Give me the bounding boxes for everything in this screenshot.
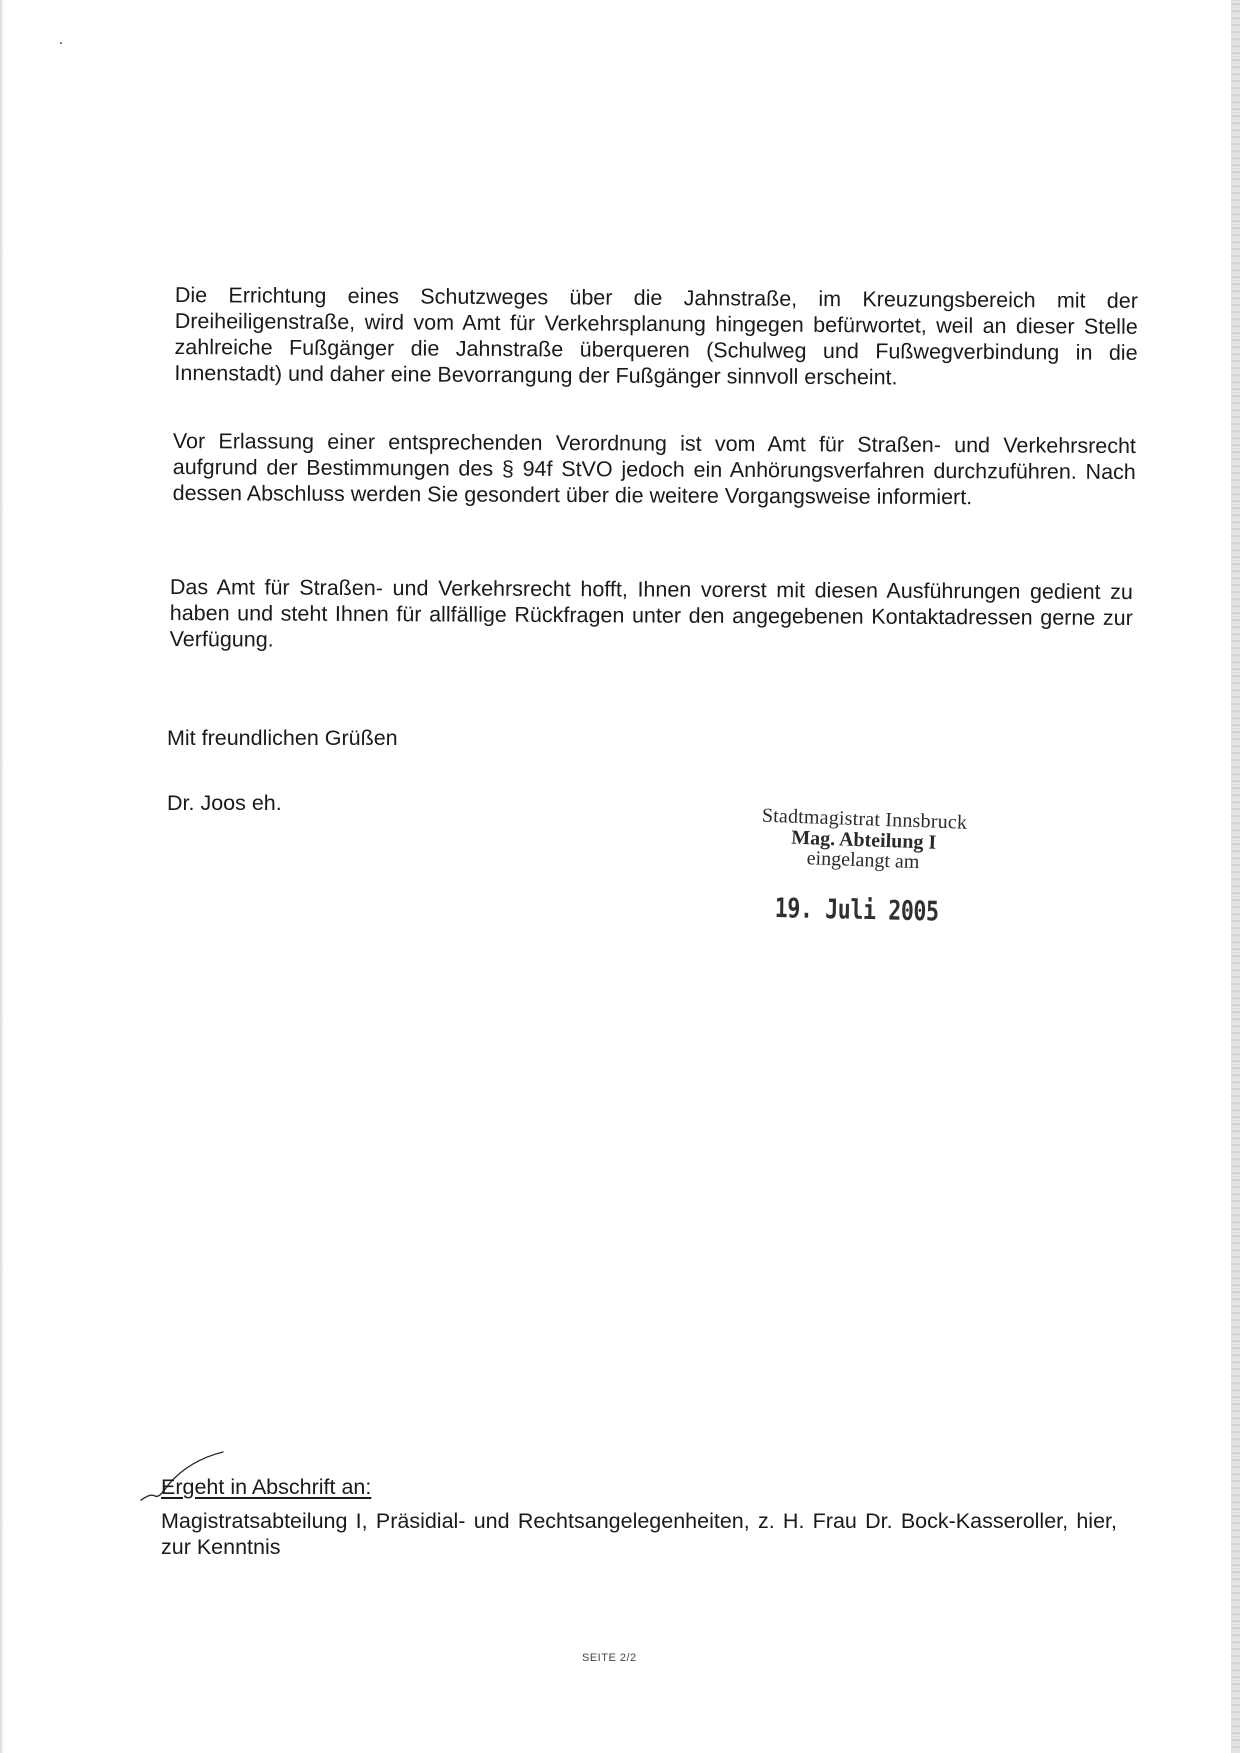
scan-edge-left [0,0,4,1753]
copy-notice-heading: Ergeht in Abschrift an: [161,1475,372,1499]
body-paragraph-1: Die Errichtung eines Schutzweges über die Jahnstraße, im Kreuzungsbereich mit der Dreiheiligenstraße, wird vom Amt für Verkehrsplanung hingegen befürwortet, weil an dieser Stelle zahlreiche Fußgänger die Jahnstraße überqueren (Schulweg und Fußwegverbindung in die Innenstadt) und daher eine Bevorrangung der Fußgänger sinnvoll erscheint. [174,282,1138,390]
body-paragraph-2: Vor Erlassung einer entsprechenden Verordnung ist vom Amt für Straßen- und Verkehrsrecht aufgrund der Bestimmungen des § 94f StVO jedoch ein Anhörungsverfahren durchzuführen. Nach dessen Abschluss werden Sie gesondert über die weitere Vorgangsweise informiert. [172,429,1136,510]
copy-notice-body: Magistratsabteilung I, Präsidial- und Rechtsangelegenheiten, z. H. Frau Dr. Bock-Kasseroller, hier, zur Kenntnis [161,1509,1117,1559]
page-number: SEITE 2/2 [582,1652,637,1664]
stamp-authority: Stadtmagistrat Innsbruck [761,804,968,834]
scan-edge-right [1231,0,1240,1753]
signer-name: Dr. Joos eh. [167,791,282,815]
body-paragraph-3: Das Amt für Straßen- und Verkehrsrecht hofft, Ihnen vorerst mit diesen Ausführungen gedient zu haben und steht Ihnen für allfällige Rückfragen unter den angegebenen Kontaktadressen gerne zur Verfügung. [169,575,1133,652]
receipt-stamp [713,803,1015,875]
stamp-date: 19. Juli 2005 [774,893,939,928]
closing-greeting: Mit freundlichen Grüßen [167,726,398,750]
scan-speck [60,42,62,44]
stamp-department: Mag. Abteilung I [790,826,937,854]
stamp-received-label: eingelangt am [806,847,920,874]
